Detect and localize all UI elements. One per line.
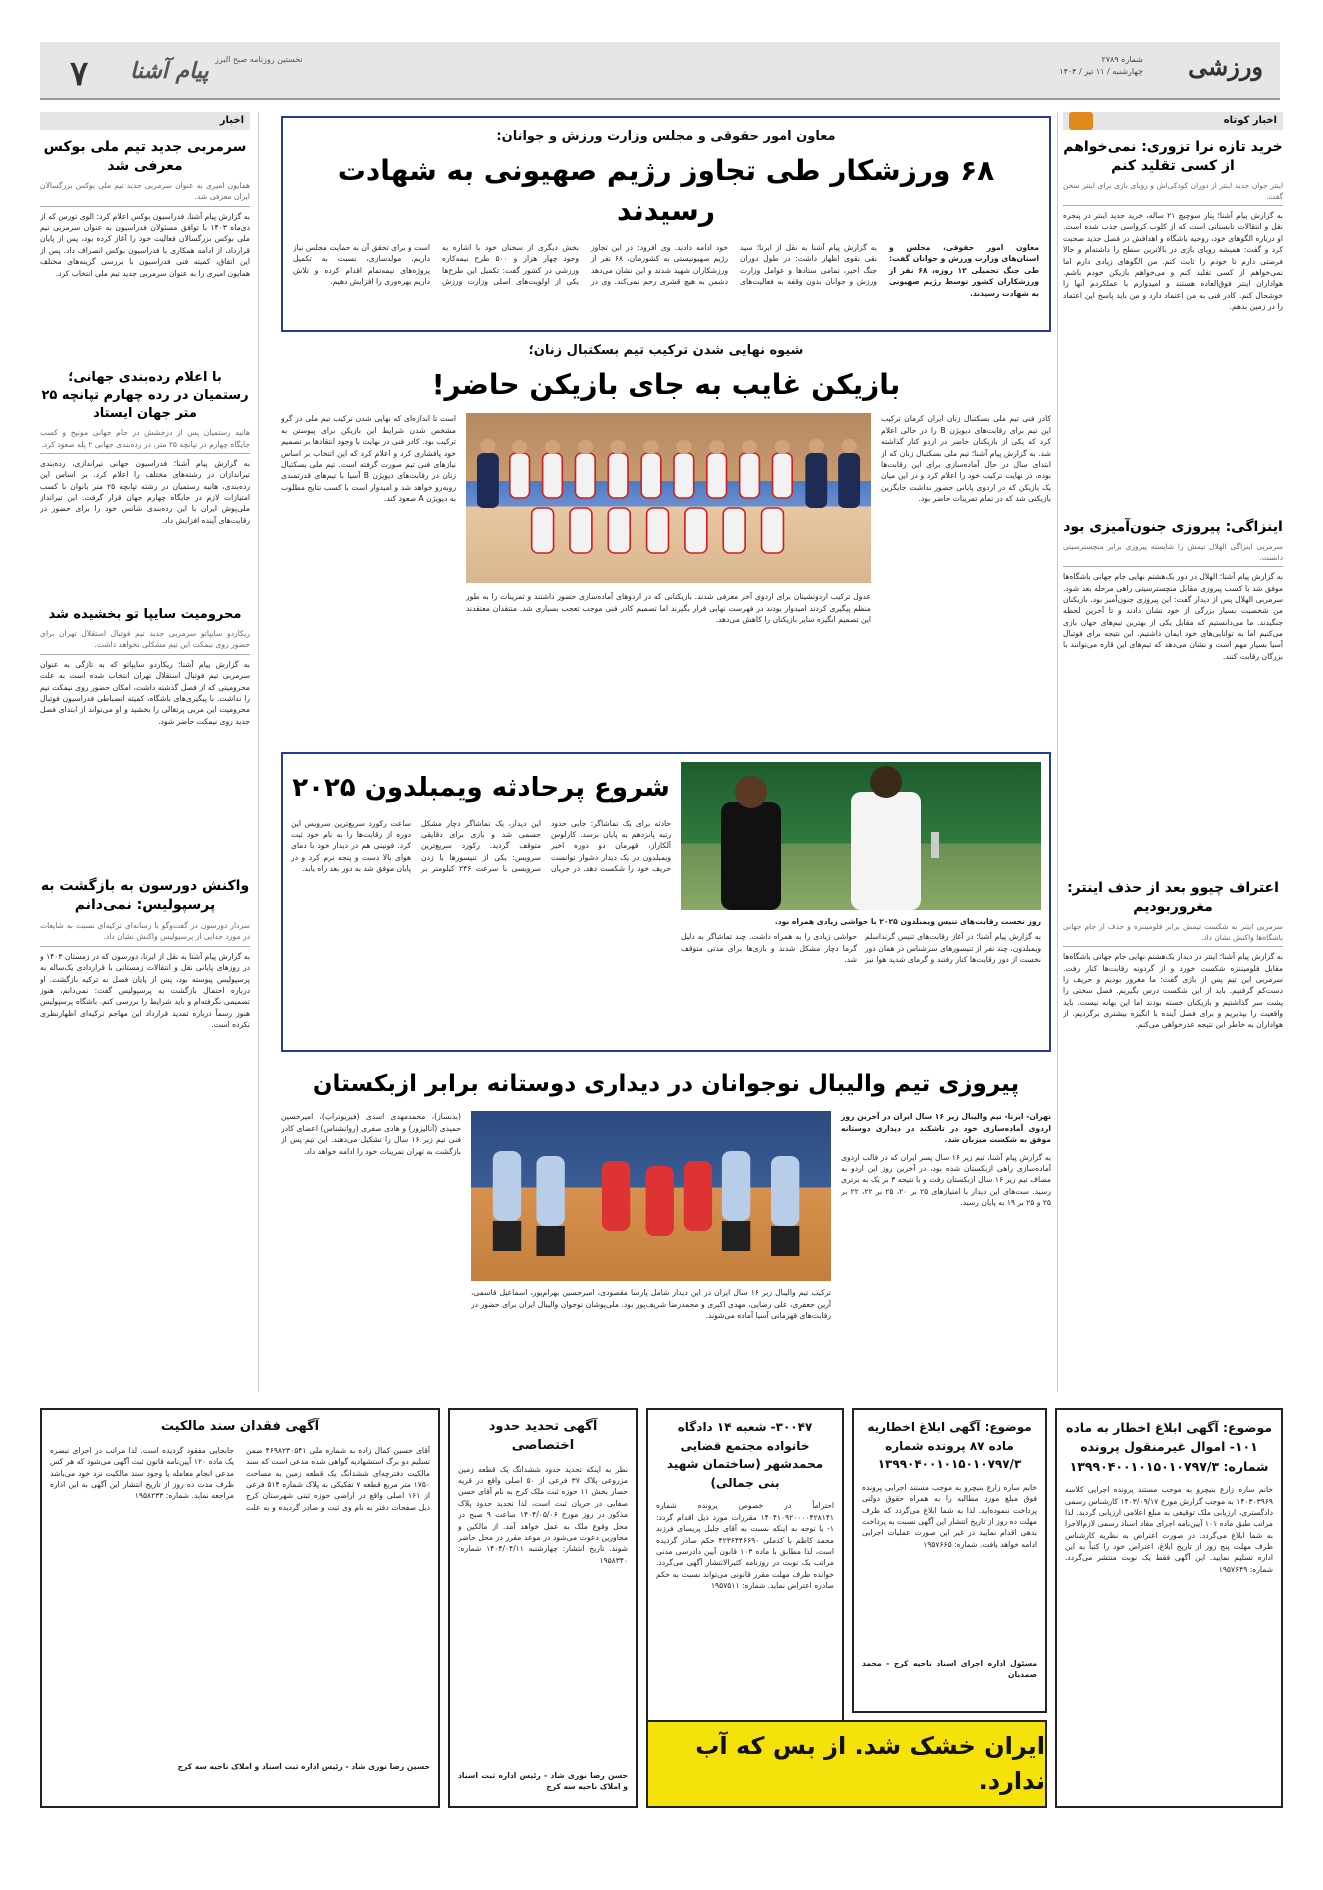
basketball-body: عدول ترکیب اردونشینان برای اردوی آخر معرفی شدند. بازیکنانی که در اردوهای آماده‌سازی حضور داشتند و تمرینات را به طور منظم پیگیری کردند امیدوار بودند در فهرست نهایی قرار بگیرند اما تصمیم کادر فنی موجب تعجب بسیاری شد. منتقدان معتقدند این تصمیم انگیزه سایر بازیکنان را کاهش می‌دهد. [466,592,871,625]
rss-icon [1069,112,1093,130]
ad-title: آگهی تحدید حدود اختصاصی [488,1419,598,1453]
volleyball-headline: پیروزی تیم والیبال نوجوانان در دیداری دوستانه برابر ازبکستان [312,1071,1020,1097]
article-title: سرمربی جدید تیم ملی بوکس معرفی شد [43,139,247,174]
wimbledon-headline: شروع پرحادثه ویمبلدون ۲۰۲۵ [292,773,670,803]
article-title: محرومیت سایپا تو بخشیده شد [48,606,242,622]
basketball-team-photo [466,413,871,583]
issue-info [1023,54,1143,77]
lead-body: به گزارش پیام آشنا به نقل از ایرنا؛ سید نقی نقوی اظهار داشت: در طول دوران جنگ اخیر، تمامی ستادها و عوامل وزارت ورزش و جوانان بدون وقفه به فعالیت‌های خود ادامه دادند. وی افزود: در این تجاوز رژیم صهیونیستی به کشورمان، ۶۸ نفر از ورزشکاران شهید شدند و این نشان می‌دهد دشمن به هیچ قشری رحم نمی‌کند. وی در بخش دیگری از سخنان خود با اشاره به وجود چهار هزار و ۵۰۰ طرح نیمه‌کاره ورزشی در کشور گفت: تکمیل این طرح‌ها یکی از اولویت‌های اصلی وزارت ورزش است و برای تحقق آن به حمایت مجلس نیاز داریم. مولدسازی، نسبت به تکمیل پروژه‌های نیمه‌تمام اقدام کرده و تلاش داریم بهره‌وری را افزایش دهیم. [293,243,877,287]
article-title: اعتراف چیوو بعد از حذف اینتر: مغروربودیم [1067,880,1279,915]
newspaper-logo: پیام آشنا [130,58,209,84]
column-divider [1057,112,1058,1392]
ad-title: موضوع: آگهی ابلاغ اخطاریه ماده ۸۷ پرونده شماره ۱۳۹۹۰۴۰۰۱۰۱۵۰۱۰۷۹۷/۳ [867,1420,1032,1472]
ad-signature: حسن رضا نوری شاد - رئیس اداره ثبت اسناد و املاک ناحیه سه کرج [458,1770,628,1792]
news-column [40,112,250,1392]
legal-ad [40,1408,440,1808]
issue-date: چهارشنبه / ۱۱ تیر / ۱۴۰۴ [1059,66,1143,76]
lead-story-box [281,116,1051,332]
ad-body: نظر به اینکه تحدید حدود ششدانگ یک قطعه زمین مزروعی پلاک ۳۷ فرعی از ۵۰ اصلی واقع در قریه حصار بخش ۱۱ حوزه ثبت ملک کرج به نام آقای حسن صفایی در جریان ثبت است، لذا تحدید حدود پلاک مذکور در روز مورخ ۱۴۰۴/۰۵/۰۶ ساعت ۹ صبح در محل وقوع ملک به عمل خواهد آمد. از مالکین و مجاورین دعوت می‌شود در موعد مقرر در محل حاضر شوند. تاریخ انتشار: چهارشنبه ۱۴۰۴/۰۴/۱۱ شماره: ۱۹۵۸۳۴۰ [458,1464,628,1565]
ad-signature: مسئول اداره اجرای اسناد ناحیه کرج - محمد صمدیان [862,1658,1037,1680]
legal-ad [852,1408,1047,1713]
article-body: به گزارش پیام آشنا؛ پتار سوچیچ ۲۱ ساله، خرید جدید اینتر در پنجره نقل و انتقالات تابستانی است که از کلوب کرواسی جذب شده است. او درباره الگوهای خود، روحیه باشگاه و اهدافش در فصل جدید صحبت کرد و گفت: همیشه رویای بازی در بالاترین سطح را داشته‌ام و حالا فرصتی دارم تا خودم را ثابت کنم. من الگوهای زیادی دارم اما نمی‌خواهم از کسی تقلید کنم و می‌خواهم بازیکن خودم باشم. هواداران اینتر فوق‌العاده هستند و امیدوارم با عملکردم آنها را خوشحال کنم. کادر فنی به من اعتماد دارد و من باید پاسخ این اعتماد را در زمین بدهم. [1063,211,1283,312]
basketball-story [281,342,1051,742]
article-lead: اینتر جوان جدید اینتر از دوران کودکی‌اش و رویای بازی برای اینتر سخن گفت. [1063,180,1283,206]
ad-title: موضوع: آگهی ابلاغ اخطار به ماده ۱۰۱- اموال غیرمنقول پرونده شماره: ۱۳۹۹۰۴۰۰۱۰۱۵۰۱۰۷۹۷/۳ [1065,1420,1273,1474]
basketball-kicker: شیوه نهایی شدن ترکیب تیم بسکتبال زنان؛ [528,343,804,358]
volleyball-body: (بدنساز)، محمدمهدی اسدی (فیزیوتراپ)، امیرحسین حمیدی (آنالیزور) و هادی صفری (روانشناس) اعضای کادر فنی تیم زیر ۱۶ سال را تشکیل می‌دهند. این تیم پس از بازگشت به تهران تمرینات خود را ادامه خواهد داد. [281,1112,461,1156]
article-lead: سردار دورسون در گفت‌وگو با رسانه‌ای ترکیه‌ای نسبت به شایعات در مورد جدایی از پرسپولیس واکنش نشان داد. [40,920,250,947]
legal-ad [1055,1408,1283,1808]
article-title: اینزاگی: پیروزی جنون‌آمیزی بود [1063,519,1283,535]
short-news-column [1063,112,1283,1112]
article-lead: سرمربی اینتر به شکست تیمش برابر فلومیننزه و حذف از جام جهانی باشگاه‌ها واکنش نشان داد. [1063,921,1283,947]
wimbledon-photo [681,762,1041,910]
ad-body: احتراماً در خصوص پرونده شماره ۱۴۰۴۱۰۹۲۰۰۰۰۴۲۸۱۴۱ مقررات مورد ذیل اقدام گردد: ۱- با توجه به اینکه نسبت به آقای جلیل پریسای فرزند محمد کاظم با کدملی ۴۲۳۶۴۴۶۶۹۰ حکم صادر گردیده است، لذا مطابق با ماده ۱۰۳ قانون آیین دادرسی مدنی مراتب یک نوبت در روزنامه کثیرالانتشار آگهی می‌گردد. خوانده ظرف مهلت مقرر قانونی می‌تواند نسبت به حکم صادره اعتراض نماید. شماره: ۱۹۵۷۵۱۱ [656,1501,834,1591]
basketball-headline: بازیکن غایب به جای بازیکن حاضر! [431,367,901,401]
wimbledon-body: حادثه برای یک تماشاگر: جابی حدود رتبه پانزدهم به پایان برسد. کارلوس آلکاراز، قهرمان دو دوره اخیر ویمبلدون در یک دیدار دشوار توانست حریف خود را شکست دهد. در جریان این دیدار، یک تماشاگر دچار مشکل جسمی شد و بازی برای دقایقی متوقف گردید. [421,818,671,874]
article-title: با اعلام رده‌بندی جهانی؛ رستمیان در رده چهارم تپانچه ۲۵ متر جهان ایستاد [41,369,249,421]
article-lead: سرمربی اینزاگی الهلال تیمش را شایسته پیروزی برابر منچسترسیتی دانست. [1063,541,1283,567]
wimbledon-body: به گزارش پیام آشنا؛ در آغاز رقابت‌های تنیس گرنداسلم ویمبلدون، چند نفر از تنیسورهای سرشناس در همان دور نخست از دور رقابت‌ها کنار رفتند و گرمای شدید هوا نیز حواشی زیادی را به همراه داشت. چند تماشاگر به دلیل گرما دچار مشکل شدند و بازی‌ها برای مدتی متوقف شد. [681,932,1041,965]
newspaper-tagline: نخستین روزنامه صبح البرز [215,55,303,64]
team-players-illustration [466,413,871,583]
wimbledon-box [281,752,1051,1052]
article-lead: هانیه رستمیان پس از درخشش در جام جهانی مونیخ و کسب جایگاه چهارم در تپانچه ۲۵ متر، در رده‌بندی جهانی ۲ پله صعود کرد. [40,427,250,454]
ad-title: ۳۰۰۴۷- شعبه ۱۴ دادگاه خانواده مجتمع قضایی محمدشهر (ساختمان شهید بنی جمالی) [666,1420,824,1490]
volleyball-body: به گزارش پیام آشنا، تیم زیر ۱۶ سال پسر ایران که در قالب اردوی آماده‌سازی راهی ازبکستان شده بود، در آخرین روز این اردو به مصاف تیم زیر ۱۶ سال ازبکستان رفت و با نتیجه ۳ بر یک به برتری رسید. ست‌های این دیدار با امتیازهای ۲۵ بر ۲۰، ۲۵ بر ۲۲، ۲۲ بر ۲۵ و ۲۵ بر ۱۹ به پایان رسید. [841,1152,1051,1208]
article-body: به گزارش پیام آشنا به نقل از ایرنا، دورسون که در زمستان ۱۴۰۳ و در روزهای پایانی نقل و انتقالات زمستانی با قراردادی یک‌ساله به پرسپولیس پیوسته بود، پس از پایان فصل به ترکیه بازگشت. او درباره احتمال بازگشت به پرسپولیس گفت: نمی‌دانم، هنوز تصمیمی نگرفته‌ام و باید شرایط را بررسی کنم. باشگاه پرسپولیس هنوز رسماً درباره تمدید قرارداد این مهاجم ترکیه‌ای اظهارنظری نکرده است. [40,951,250,1030]
article-lead: همایون امیری به عنوان سرمربی جدید تیم ملی بوکس بزرگسالان ایران معرفی شد. [40,180,250,207]
tennis-players-illustration [681,762,1041,910]
volleyball-story [281,1062,1051,1392]
drought-banner [646,1720,1047,1808]
lead-summary: معاون امور حقوقی، مجلس و استان‌های وزارت ورزش و جوانان گفت: طی جنگ تحمیلی ۱۲ روزه، ۶۸ نفر از ورزشکاران کشور توسط رژیم صهیونی به شهادت رسیدند. [889,243,1039,298]
lead-kicker: معاون امور حقوقی و مجلس وزارت ورزش و جوانان: [496,129,836,144]
article-body: به گزارش پیام آشنا؛ فدراسیون جهانی تیراندازی، رده‌بندی تیراندازان در رشته‌های مختلف را اعلام کرد. بر اساس این رده‌بندی، هانیه رستمیان در رشته تپانچه ۲۵ متر بانوان با کسب امتیازات لازم در جایگاه چهارم جهان قرار گرفت. این تیرانداز ملی‌پوش ایران با این رده‌بندی شانس خود را برای حضور در رقابت‌های آینده افزایش داد. [40,458,250,525]
wimbledon-sub: روز نخست رقابت‌های تنیس ویمبلدون ۲۰۲۵ با حواشی زیادی همراه بود. [774,917,1041,926]
basketball-body: است تا اندازه‌ای که نهایی شدن ترکیب تیم ملی در گرو مشخص شدن شرایط این بازیکن برای پیوستن به ترکیب بود. کادر فنی در نهایت با وجود انتقادها بر تصمیم خود پافشاری کرد و اعلام کرد که این انتخاب بر اساس نیازهای فنی تیم صورت گرفته است. تیم ملی بسکتبال زنان در رقابت‌های دیویژن B آسیا با تیم‌های قدرتمندی روبه‌رو خواهد شد و امیدوار است با کسب نتایج مطلوب به دیویژن A صعود کند. [281,414,456,504]
banner-text: ایران خشک شد. از بس که آب ندارد. [695,1732,1045,1795]
article-body: به گزارش پیام آشنا؛ ریکاردو سایپاتو که به تازگی به عنوان سرمربی تیم فوتبال استقلال تهران انتخاب شده است به علت محرومیتی که از فصل گذشته داشت، امکان حضور روی نیمکت تیم را نداشت. با پیگیری‌های باشگاه، کمیته انضباطی فدراسیون فوتبال محرومیت این مربی پرتغالی را بخشید و او می‌تواند از ابتدای فصل جدید روی نیمکت حاضر شود. [40,659,250,726]
volleyball-lead: تهران- ایرنا- تیم والیبال زیر ۱۶ سال ایران در آخرین روز اردوی آماده‌سازی خود در تاشکند در دیداری دوستانه موفق به شکست میزبان شد. [841,1112,1052,1145]
ad-body: آقای حسین کمال زاده به شماره ملی ۴۶۹۸۲۳۰۵۴۱ ضمن تسلیم دو برگ استشهادیه گواهی شده مدعی است که سند مالکیت دفترچه‌ای ششدانگ یک قطعه زمین به مساحت ۱۷۵۰ متر مربع قطعه ۷ تفکیکی به پلاک شماره ۵۱۴ فرعی از ۱۶۱ اصلی واقع در اراضی حوزه ثبتی شهرستان کرج ذیل صفحات دفتر به نام وی ثبت و صادر گردیده و به علت جابجایی مفقود گردیده است. لذا مراتب در اجرای تبصره یک ماده ۱۲۰ آیین‌نامه قانون ثبت آگهی می‌شود که هر کس مدعی انجام معامله یا وجود سند مالکیت نزد خود می‌باشد ظرف مدت ده روز از تاریخ انتشار این آگهی به این اداره مراجعه نماید. شماره: ۱۹۵۸۲۳۳ [50,1445,430,1512]
column-divider [258,112,259,1392]
legal-ad [448,1408,638,1808]
ad-signature: حسین رضا نوری شاد - رئیس اداره ثبت اسناد و املاک ناحیه سه کرج [177,1761,430,1771]
section-name: ورزشی [1188,52,1263,81]
ad-body: خانم ساره زارع بنیچرو به موجب مستند پرونده اجرایی کلاسه ۱۴۰۳۰۳۹۶۹ به موجب گزارش مورخ ۱۴۰۳/۰۹/۱۷ کارشناس رسمی دادگستری، ارزیابی ملک توقیفی به مبلغ اعلامی ارزیابی گردید. لذا مراتب طبق ماده ۱۰۱ آیین‌نامه اجرای مفاد اسناد رسمی لازم‌الاجرا به شما ابلاغ می‌گردد. در صورت اعتراض به نظریه کارشناس ظرف مهلت پنج روز از تاریخ ابلاغ، اعتراض خود را کتباً به این اداره تسلیم نمایید. این آگهی فقط یک نوبت منتشر می‌گردد. شماره: ۱۹۵۷۶۴۹ [1065,1485,1273,1574]
article-title: خرید تازه نرا تزوری: نمی‌خواهم از کسی تقلید کنم [1063,139,1283,174]
ad-title: آگهی فقدان سند مالکیت [160,1419,320,1434]
article-title: واکنش دورسون به بازگشت به پرسپولیس: نمی‌دانم [40,877,250,914]
basketball-body: کادر فنی تیم ملی بسکتبال زنان ایران کرمان ترکیب این تیم برای رقابت‌های دیویژن B را در حالی اعلام کرد که یکی از بازیکنان حاضر در اردو کنار گذاشته شد. به گزارش پیام آشنا؛ تیم ملی بسکتبال زنان که از ابتدای سال در حال آماده‌سازی برای این رقابت‌ها بوده، در نهایت ترکیب خود را اعلام کرد و در این میان یک بازیکن که در اردوی پایانی حضور نداشت جایگزین بازیکنی شد که در تمام تمرینات حاضر بود. [881,414,1051,504]
page-number: ۷ [70,54,89,94]
volleyball-photo [471,1111,831,1281]
article-body: به گزارش پیام آشنا؛ اینتر در دیدار یک‌هشتم نهایی جام جهانی باشگاه‌ها مقابل فلومیننزه شکست خورد و از گردونه رقابت‌ها کنار رفت. سرمربی این تیم پس از بازی گفت: ما مغرور بودیم و حریف را دست‌کم گرفتیم. باید از این شکست درس بگیریم. فصل سختی را پشت سر گذاشتیم و بازیکنان خسته بودند اما این بهانه نیست. باید واقعیت را بپذیریم و برای فصل آینده با انگیزه بیشتری برگردیم. از هواداران به خاطر این نتیجه عذرخواهی می‌کنم. [1063,952,1283,1030]
article-lead: ریکاردو سایپاتو سرمربی جدید تیم فوتبال استقلال تهران برای حضور روی نیمکت این تیم مشکلی نخواهد داشت. [40,628,250,655]
lead-headline: ۶۸ ورزشکار طی تجاوز رژیم صهیونی به شهادت رسیدند [337,153,995,228]
article-body: به گزارش پیام آشنا، فدراسیون بوکس اعلام کرد: الوی تورس که از دی‌ماه ۱۴۰۳ با توافق مسئولان فدراسیون به عنوان سرمربی تیم ملی بوکس بزرگسالان فعالیت خود را آغاز کرده بود، پس از پایان قرارداد، از ادامه همکاری با فدراسیون بوکس انصراف داد. پس از این اتفاق، کمیته فنی فدراسیون با بررسی گزینه‌های مختلف همایون امیری را به عنوان سرمربی جدید تیم ملی انتخاب کرد. [40,211,250,278]
wimbledon-body: رکورد سریع‌ترین سرویس: یکی از تنیسورها با زدن سرویسی با سرعت ۲۴۶ کیلومتر بر ساعت رکورد سریع‌ترین سرویس این دوره از رقابت‌ها را به نام خود ثبت کرد. فونینی هم در دیدار خود با دمای هوای بالا دست و پنجه نرم کرد و در پایان موفق شد به دور بعد راه یابد. [291,818,541,874]
volleyball-players-illustration [471,1111,831,1281]
ad-body: خانم ساره زارع بنیچرو به موجب مستند اجرایی پرونده فوق مبلغ مورد مطالبه را به همراه حقوق دولتی پرداخت ننموده‌اید. لذا به شما ابلاغ می‌گردد که ظرف مهلت ده روز از تاریخ انتشار این آگهی نسبت به پرداخت بدهی اقدام نمایید در غیر این صورت عملیات اجرایی ادامه خواهد یافت. شماره: ۱۹۵۷۶۶۵ [862,1482,1037,1549]
volleyball-body: ترکیب تیم والیبال زیر ۱۶ سال ایران در این دیدار شامل پارسا مقصودی، امیرحسین بهرام‌پور، اسماعیل قاسمی، آرین جعفری، علی رضایی، مهدی اکبری و محمدرضا شریف‌پور بود. ملی‌پوشان نوجوان والیبال ایران برای حضور در رقابت‌های قهرمانی آسیا آماده می‌شوند. [471,1288,831,1321]
news-label: اخبار [40,112,250,130]
issue-number: شماره ۲۷۸۹ [1101,55,1143,64]
article-body: به گزارش پیام آشنا؛ الهلال در دور یک‌هشتم نهایی جام جهانی باشگاه‌ها موفق شد با کسب پیروزی مقابل منچسترسیتی راهی مرحله بعد شود. سرمربی الهلال پس از دیدار گفت: این پیروزی جنون‌آمیز بود. بازیکنان من شخصیت بسیار بزرگی از خود نشان دادند و تا آخرین لحظه جنگیدند. ما می‌دانستیم که مقابل یکی از بهترین تیم‌های جهان بازی می‌کنیم اما به توانایی‌های خود ایمان داشتیم. این نتیجه برای فوتبال آسیا بسیار مهم است و نشان می‌دهد که تیم‌های این قاره می‌توانند با بزرگان رقابت کنند. [1063,572,1283,661]
short-news-label: اخبار کوتاه [1063,112,1283,130]
